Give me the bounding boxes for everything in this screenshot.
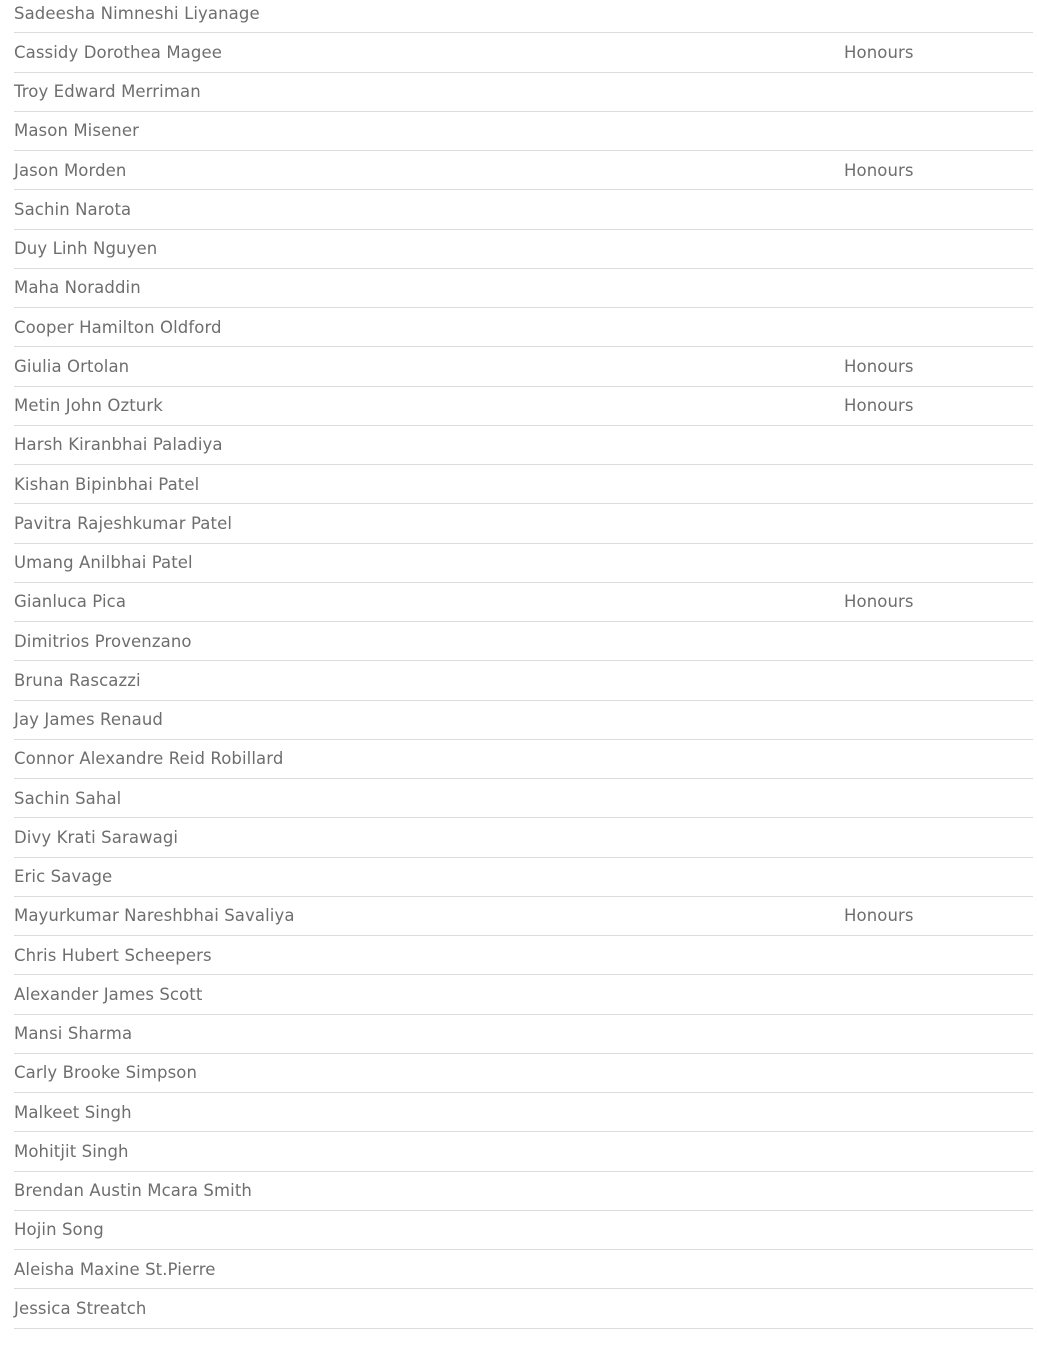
graduate-name: Umang Anilbhai Patel (14, 553, 193, 573)
list-item (14, 269, 1033, 308)
graduate-name: Gianluca Pica (14, 592, 127, 612)
graduate-name: Aleisha Maxine St.Pierre (14, 1259, 216, 1279)
graduate-name: Eric Savage (14, 867, 113, 887)
graduate-distinction: Honours (844, 906, 914, 926)
graduate-name: Sachin Narota (14, 199, 132, 219)
graduate-name: Hojin Song (14, 1220, 104, 1240)
list-item (14, 0, 1033, 33)
list-item (14, 1211, 1033, 1250)
list-item (14, 544, 1033, 583)
list-item (14, 701, 1033, 740)
graduate-name: Carly Brooke Simpson (14, 1063, 198, 1083)
graduate-name: Jason Morden (14, 160, 127, 180)
graduate-name: Bruna Rascazzi (14, 670, 141, 690)
list-item (14, 622, 1033, 661)
graduate-distinction: Honours (844, 396, 914, 416)
graduate-name: Pavitra Rajeshkumar Patel (14, 513, 233, 533)
graduate-name: Jessica Streatch (14, 1298, 147, 1318)
graduate-name: Maha Noraddin (14, 278, 141, 298)
list-item (14, 858, 1033, 897)
list-item (14, 661, 1033, 700)
list-item (14, 1250, 1033, 1289)
graduate-name: Sachin Sahal (14, 788, 122, 808)
list-item (14, 151, 1033, 190)
graduate-distinction: Honours (844, 42, 914, 62)
graduate-name: Mason Misener (14, 121, 140, 141)
graduate-name: Dimitrios Provenzano (14, 631, 192, 651)
list-item (14, 1015, 1033, 1054)
graduate-name: Divy Krati Sarawagi (14, 827, 179, 847)
list-item (14, 190, 1033, 229)
graduate-distinction: Honours (844, 356, 914, 376)
list-item (14, 308, 1033, 347)
graduate-name: Sadeesha Nimneshi Liyanage (14, 3, 260, 23)
list-item (14, 465, 1033, 504)
graduate-name: Kishan Bipinbhai Patel (14, 474, 200, 494)
list-item (14, 230, 1033, 269)
list-item (14, 33, 1033, 72)
list-item (14, 1093, 1033, 1132)
graduate-name: Malkeet Singh (14, 1102, 132, 1122)
graduate-name: Duy Linh Nguyen (14, 239, 158, 259)
graduate-name: Mansi Sharma (14, 1024, 133, 1044)
list-item (14, 1132, 1033, 1171)
list-item (14, 426, 1033, 465)
list-item (14, 897, 1033, 936)
list-item (14, 936, 1033, 975)
graduate-distinction: Honours (844, 160, 914, 180)
list-item (14, 740, 1033, 779)
graduate-name: Giulia Ortolan (14, 356, 130, 376)
graduate-name: Alexander James Scott (14, 984, 203, 1004)
graduate-name: Mayurkumar Nareshbhai Savaliya (14, 906, 295, 926)
graduate-name: Harsh Kiranbhai Paladiya (14, 435, 223, 455)
list-item (14, 112, 1033, 151)
graduate-name: Brendan Austin Mcara Smith (14, 1181, 252, 1201)
list-item (14, 1054, 1033, 1093)
graduate-list (14, 0, 1033, 1329)
list-item (14, 583, 1033, 622)
graduate-name: Metin John Ozturk (14, 396, 163, 416)
graduate-name: Troy Edward Merriman (14, 82, 201, 102)
list-item (14, 387, 1033, 426)
graduate-name: Jay James Renaud (14, 710, 164, 730)
list-item (14, 347, 1033, 386)
list-item (14, 1172, 1033, 1211)
graduate-name: Cooper Hamilton Oldford (14, 317, 222, 337)
graduate-name: Cassidy Dorothea Magee (14, 42, 222, 62)
graduate-distinction: Honours (844, 592, 914, 612)
graduate-name: Chris Hubert Scheepers (14, 945, 212, 965)
list-item (14, 975, 1033, 1014)
list-item (14, 1289, 1033, 1328)
list-item (14, 504, 1033, 543)
graduate-name: Connor Alexandre Reid Robillard (14, 749, 284, 769)
graduate-name: Mohitjit Singh (14, 1141, 129, 1161)
list-item (14, 779, 1033, 818)
list-item (14, 73, 1033, 112)
list-item (14, 818, 1033, 857)
